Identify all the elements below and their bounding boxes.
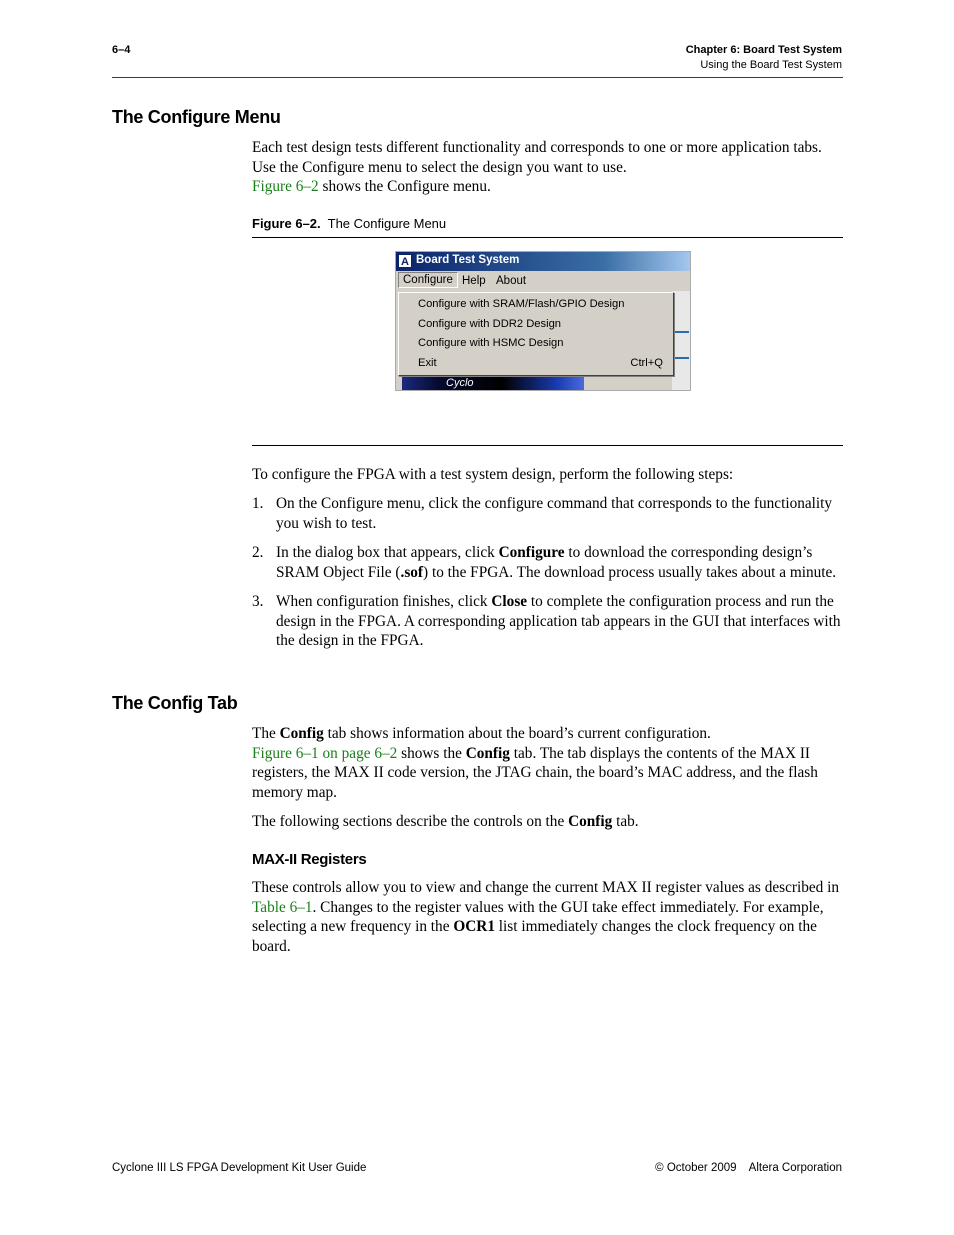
footer-title: Cyclone III LS FPGA Development Kit User Guide — [112, 1162, 367, 1174]
bold-config: Config — [279, 725, 324, 742]
figure-6-1-link[interactable]: Figure 6–1 on page 6–2 — [252, 744, 398, 762]
step-number: 3. — [252, 593, 264, 610]
step-item — [252, 494, 844, 533]
menu-item-sram-flash-gpio[interactable]: Configure with SRAM/Flash/GPIO Design — [418, 298, 625, 310]
step-bold: .sof — [400, 563, 424, 581]
step-text: to complete the configuration process and run the design in the FPGA. A corresponding application tab appears in the GUI that interfaces with the design in the FPGA. — [276, 593, 841, 649]
step-number: 2. — [252, 544, 264, 561]
window-titlebar — [396, 252, 691, 271]
menu-item-ddr2[interactable]: Configure with DDR2 Design — [418, 318, 562, 330]
header-rule — [112, 77, 843, 78]
page-number: 6–4 — [112, 44, 131, 56]
configure-menu-heading: The Configure Menu — [112, 107, 281, 127]
steps-list — [252, 494, 844, 661]
window-title: Board Test System — [416, 254, 520, 266]
section-title: Using the Board Test System — [700, 59, 842, 71]
text: list immediately changes the clock frequency on the board. — [252, 918, 817, 955]
step-bold: Close — [491, 593, 528, 610]
background-text: Cyclo — [446, 377, 474, 389]
config-tab-paragraph — [252, 724, 844, 802]
step-text: On the Configure menu, click the configure command that corresponds to the functionality you wish to test. — [276, 495, 833, 532]
bold-config: Config — [465, 744, 510, 762]
menu-help[interactable]: Help — [462, 275, 486, 287]
text: shows the — [397, 744, 466, 762]
step-text: ) to the FPGA. The download process usually takes about a minute. — [423, 563, 837, 581]
background-block — [673, 331, 689, 359]
figure-6-2-link[interactable]: Figure 6–2 — [252, 178, 319, 195]
figure-bottom-rule — [252, 445, 843, 446]
menu-about[interactable]: About — [496, 275, 527, 287]
table-6-1-link[interactable]: Table 6–1 — [252, 898, 313, 916]
step-item — [252, 543, 844, 582]
step-item — [252, 592, 844, 651]
running-header — [686, 43, 842, 73]
bold-config: Config — [568, 813, 613, 830]
menu-item-hsmc[interactable]: Configure with HSMC Design — [418, 337, 564, 349]
intro-text-end: shows the Configure menu. — [318, 178, 491, 195]
background-window-fragment — [672, 291, 691, 391]
step-bold: Configure — [498, 544, 565, 561]
text: . Changes to the register values with the GUI take effect immediately. For example, selecting a new frequency in the — [252, 898, 824, 935]
configure-dropdown — [398, 292, 674, 376]
figure-top-rule — [252, 237, 843, 238]
config-tab-heading: The Config Tab — [112, 693, 238, 713]
step-text: In the dialog box that appears, click — [276, 544, 499, 561]
text: The following sections describe the controls on the — [252, 813, 569, 830]
background-image-fragment — [402, 374, 584, 391]
footer-copyright: © October 2009 Altera Corporation — [655, 1162, 842, 1174]
chapter-title: Chapter 6: Board Test System — [685, 44, 842, 56]
max-ii-paragraph — [252, 878, 844, 956]
step-number: 1. — [252, 495, 264, 512]
configure-menu-screenshot — [395, 251, 691, 391]
figure-title: The Configure Menu — [320, 216, 447, 231]
figure-label: Figure 6–2. — [252, 216, 321, 231]
configure-menu-intro — [252, 138, 844, 197]
config-tab-controls-paragraph — [252, 812, 844, 832]
step-text: to download the corresponding design’s SRAM Object File ( — [276, 544, 813, 581]
text: tab. The tab displays the contents of the MAX II registers, the MAX II code version, the JTAG chain, the board’s MAC address, and the flash memory map. — [252, 744, 818, 801]
intro-text: Each test design tests different functionality and corresponds to one or more application tabs. Use the Configure menu to select the design you want to use. — [252, 139, 822, 176]
exit-shortcut: Ctrl+Q — [630, 357, 663, 369]
text: tab shows information about the board’s current configuration. — [323, 725, 711, 742]
menu-item-exit[interactable]: Exit — [418, 357, 437, 369]
steps-intro: To configure the FPGA with a test system design, perform the following steps: — [252, 466, 734, 483]
text: These controls allow you to view and change the current MAX II register values as described in — [252, 879, 840, 896]
menubar — [396, 271, 691, 291]
max-ii-registers-heading: MAX-II Registers — [252, 851, 367, 868]
menu-configure[interactable]: Configure — [398, 272, 458, 288]
step-text: When configuration finishes, click — [276, 593, 492, 610]
text: The — [252, 725, 280, 742]
text: tab. — [612, 813, 639, 830]
figure-caption — [252, 216, 446, 231]
app-icon: A — [398, 254, 412, 268]
bold-ocr1: OCR1 — [453, 918, 495, 935]
